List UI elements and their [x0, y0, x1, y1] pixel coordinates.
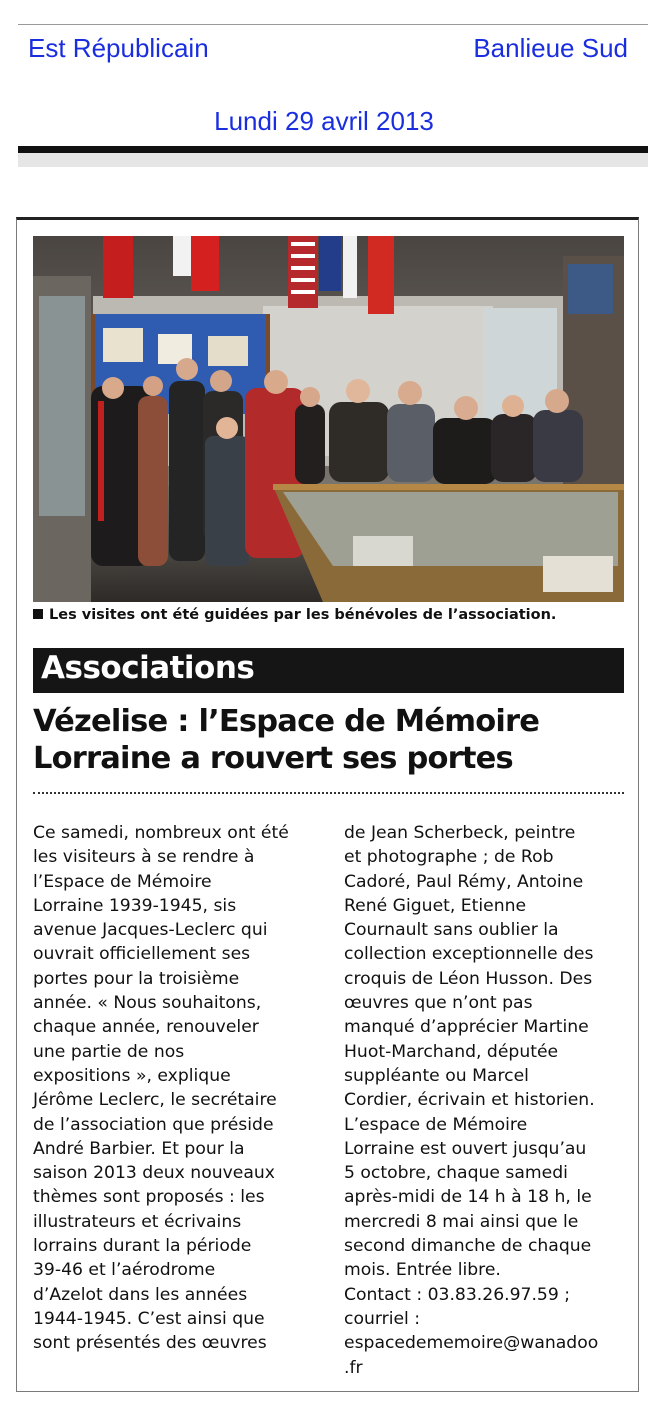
- body-text-line: 39-46 et l’aérodrome: [33, 1260, 216, 1281]
- header-shadow-band: [18, 153, 648, 167]
- group-photo: [33, 236, 624, 602]
- body-column-right: [344, 821, 634, 1380]
- photo-caption: [33, 607, 556, 623]
- body-text-line: mercredi 8 mai ainsi que le: [344, 1211, 579, 1232]
- body-text-line: avenue Jacques-Leclerc qui: [33, 920, 268, 941]
- body-text-line: Contact : 03.83.26.97.59 ;: [344, 1284, 571, 1305]
- body-text-line: espacedememoire@wanadoo: [344, 1333, 599, 1354]
- body-text-line: Ce samedi, nombreux ont été: [33, 823, 289, 843]
- body-text-line: et photographe ; de Rob: [344, 847, 554, 868]
- body-text-line: d’Azelot dans les années: [33, 1284, 248, 1305]
- body-text-line: Lorraine est ouvert jusqu’au: [344, 1138, 587, 1159]
- body-text-line: 5 octobre, chaque samedi: [344, 1163, 568, 1184]
- body-text-line: courriel :: [344, 1308, 421, 1329]
- body-text-line: année. « Nous souhaitons,: [33, 993, 262, 1014]
- body-text-line: de l’association que préside: [33, 1114, 274, 1135]
- body-text-line: René Giguet, Etienne: [344, 895, 527, 916]
- body-text-line: sont présentés des œuvres: [33, 1333, 267, 1354]
- body-text-line: Cournault sans oublier la: [344, 920, 559, 941]
- body-text-line: lorrains durant la période: [33, 1236, 252, 1257]
- body-text-line: L’espace de Mémoire: [344, 1114, 528, 1135]
- section-name: Banlieue Sud: [473, 33, 628, 63]
- body-text-line: .fr: [344, 1357, 363, 1378]
- body-text-line: Jérôme Leclerc, le secrétaire: [33, 1090, 277, 1111]
- body-text-line: expositions », explique: [33, 1065, 231, 1086]
- headline-line-2: Lorraine a rouvert ses portes: [33, 741, 513, 776]
- body-text-line: de Jean Scherbeck, peintre: [344, 823, 576, 843]
- body-text-line: illustrateurs et écrivains: [33, 1211, 242, 1232]
- body-text-line: thèmes sont proposés : les: [33, 1187, 265, 1208]
- body-text-line: Cadoré, Paul Rémy, Antoine: [344, 871, 584, 892]
- body-text-line: manqué d’apprécier Martine: [344, 1017, 589, 1038]
- body-text-line: saison 2013 deux nouveaux: [33, 1163, 275, 1184]
- body-text-line: l’Espace de Mémoire: [33, 871, 212, 892]
- article-headline: [33, 703, 633, 777]
- body-text-line: André Barbier. Et pour la: [33, 1138, 245, 1159]
- body-text-line: 1944-1945. C’est ainsi que: [33, 1308, 265, 1329]
- dotted-separator: [33, 792, 624, 794]
- body-text-line: croquis de Léon Husson. Des: [344, 968, 593, 989]
- caption-bullet-icon: [33, 609, 43, 619]
- body-text-line: chaque année, renouveler: [33, 1017, 259, 1038]
- body-text-line: Huot-Marchand, députée: [344, 1041, 559, 1062]
- body-text-line: collection exceptionnelle des: [344, 944, 594, 965]
- body-text-line: après-midi de 14 h à 18 h, le: [344, 1187, 592, 1208]
- body-text-line: mois. Entrée libre.: [344, 1260, 501, 1281]
- body-text-line: second dimanche de chaque: [344, 1236, 592, 1257]
- body-text-line: suppléante ou Marcel: [344, 1065, 529, 1086]
- rubric-banner: [33, 648, 624, 693]
- body-text-line: œuvres que n’ont pas: [344, 993, 533, 1014]
- newspaper-name: Est Républicain: [28, 33, 209, 63]
- body-text-line: Lorraine 1939-1945, sis: [33, 895, 237, 916]
- rubric-label: Associations: [41, 650, 255, 686]
- top-rule: [18, 24, 648, 25]
- body-column-left: [33, 821, 323, 1356]
- body-text-line: ouvrait officiellement ses: [33, 944, 251, 965]
- publication-date: Lundi 29 avril 2013: [214, 106, 434, 136]
- header-rule: [18, 146, 648, 153]
- body-text-line: Cordier, écrivain et historien.: [344, 1090, 595, 1111]
- body-text-line: portes pour la troisième: [33, 968, 240, 989]
- caption-text: Les visites ont été guidées par les bénévoles de l’association.: [49, 607, 557, 623]
- body-text-line: une partie de nos: [33, 1041, 185, 1062]
- body-text-line: les visiteurs à se rendre à: [33, 847, 255, 868]
- headline-line-1: Vézelise : l’Espace de Mémoire: [33, 704, 540, 739]
